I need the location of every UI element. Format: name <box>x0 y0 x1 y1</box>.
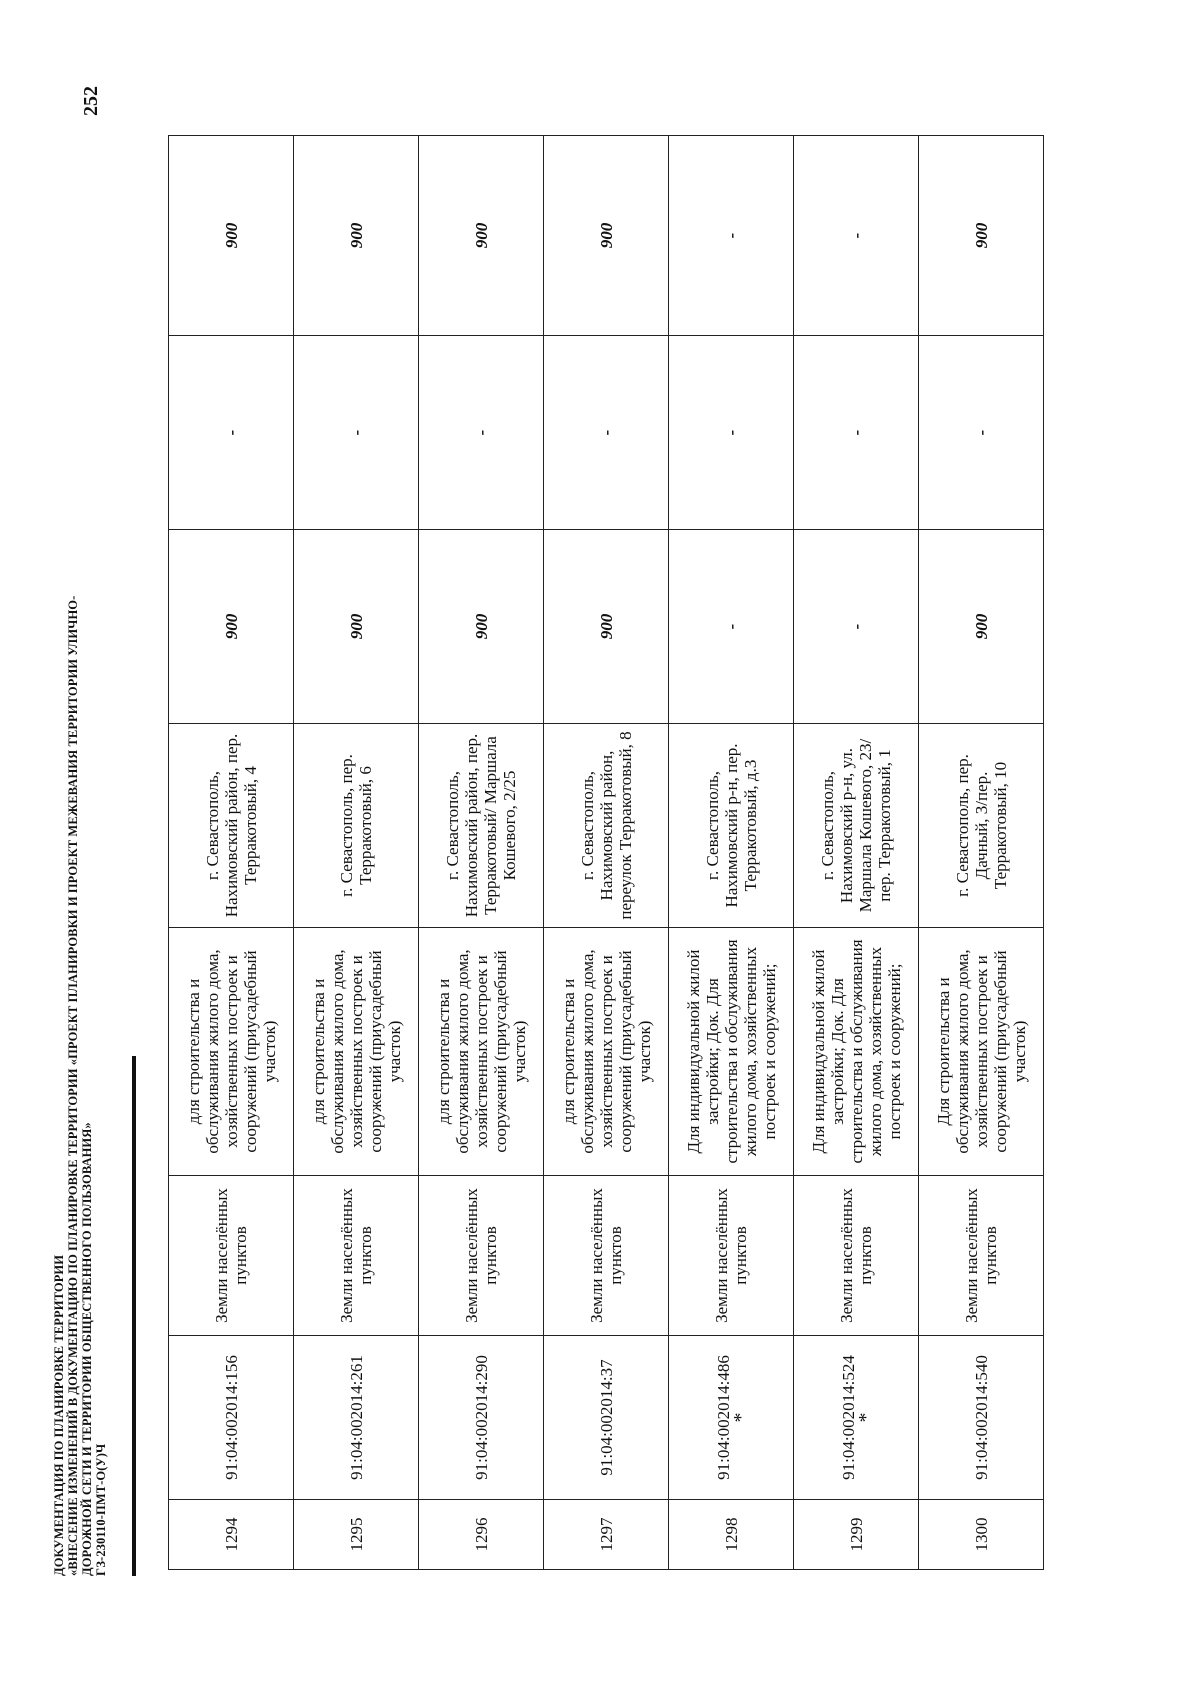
asterisk-mark: * <box>854 1412 877 1423</box>
area-cell: - <box>294 336 419 530</box>
cadastral-number: 91:04:002014:261 <box>346 1355 366 1480</box>
area-cell: 900 <box>169 136 294 336</box>
area-cell: - <box>419 336 544 530</box>
land-category-cell: Земли населённых пунктов <box>544 1176 669 1336</box>
area-cell: 900 <box>544 530 669 724</box>
row-number-cell: 1298 <box>669 1500 794 1570</box>
cadastral-number: 91:04:002014:540 <box>971 1355 991 1480</box>
row-number-cell: 1297 <box>544 1500 669 1570</box>
cadastral-number: 91:04:002014:156 <box>221 1355 241 1480</box>
area-cell: 900 <box>919 136 1044 336</box>
permitted-use-cell: Для строительства и обслуживания жилого дома, хозяйственных построек и сооружений (приусадебный участок) <box>919 928 1044 1176</box>
area-cell: 900 <box>419 136 544 336</box>
area-cell: 900 <box>294 136 419 336</box>
address-cell: г. Севастополь, пер. Дачный, 3/пер. Терракотовый, 10 <box>919 724 1044 928</box>
cadastral-number-cell <box>419 1336 544 1500</box>
cadastral-number: 91:04:002014:486 <box>713 1355 733 1480</box>
area-cell: - <box>919 336 1044 530</box>
row-number-cell: 1300 <box>919 1500 1044 1570</box>
area-cell: 900 <box>294 530 419 724</box>
cadastral-number: 91:04:002014:290 <box>471 1355 491 1480</box>
header-line-4: ГЗ-230110-ПМТ-О(У)Ч <box>94 1443 108 1576</box>
parcels-table <box>168 135 1044 1570</box>
area-cell: - <box>794 530 919 724</box>
row-number-cell: 1296 <box>419 1500 544 1570</box>
document-header <box>52 276 108 1576</box>
area-cell: - <box>169 336 294 530</box>
header-line-1: ДОКУМЕНТАЦИЯ ПО ПЛАНИРОВКЕ ТЕРРИТОРИИ <box>52 1254 66 1576</box>
permitted-use-cell: для строительства и обслуживания жилого дома, хозяйственных построек и сооружений (приусадебный участок) <box>544 928 669 1176</box>
land-category-cell: Земли населённых пунктов <box>419 1176 544 1336</box>
cadastral-number-cell <box>919 1336 1044 1500</box>
asterisk-mark: * <box>729 1412 752 1423</box>
table-row <box>669 136 794 1570</box>
table-row <box>919 136 1044 1570</box>
header-divider <box>132 1056 136 1576</box>
permitted-use-cell: для строительства и обслуживания жилого дома, хозяйственных построек и сооружений (приусадебный участок) <box>169 928 294 1176</box>
area-cell: - <box>669 136 794 336</box>
address-cell: г. Севастополь, Нахимовский р-н, пер. Терракотовый, д.3 <box>669 724 794 928</box>
row-number-cell: 1295 <box>294 1500 419 1570</box>
land-category-cell: Земли населённых пунктов <box>294 1176 419 1336</box>
table-row <box>544 136 669 1570</box>
permitted-use-cell: Для индивидуальной жилой застройки; Док. Для строительства и обслуживания жилого дома, хозяйственных построек и сооружений; <box>794 928 919 1176</box>
area-cell: - <box>669 336 794 530</box>
address-cell: г. Севастополь, Нахимовский район, переулок Терракотовый, 8 <box>544 724 669 928</box>
permitted-use-cell: для строительства и обслуживания жилого дома, хозяйственных построек и сооружений (приусадебный участок) <box>294 928 419 1176</box>
cadastral-number-cell <box>669 1336 794 1500</box>
header-line-3: ДОРОЖНОЙ СЕТИ И ТЕРРИТОРИИ ОБЩЕСТВЕННОГО ПОЛЬЗОВАНИЯ» <box>80 1122 94 1576</box>
land-category-cell: Земли населённых пунктов <box>794 1176 919 1336</box>
row-number-cell: 1294 <box>169 1500 294 1570</box>
area-cell: 900 <box>919 530 1044 724</box>
page-number: 252 <box>80 86 102 116</box>
area-cell: - <box>794 336 919 530</box>
area-cell: 900 <box>419 530 544 724</box>
table-row <box>169 136 294 1570</box>
permitted-use-cell: Для индивидуальной жилой застройки; Док. Для строительства и обслуживания жилого дома, хозяйственных построек и сооружений; <box>669 928 794 1176</box>
cadastral-number-cell <box>169 1336 294 1500</box>
land-category-cell: Земли населённых пунктов <box>169 1176 294 1336</box>
cadastral-number-cell <box>794 1336 919 1500</box>
address-cell: г. Севастополь, Нахимовский район, пер. Терракотовый/ Маршала Кошевого, 2/25 <box>419 724 544 928</box>
address-cell: г. Севастополь, пер. Терракотовый, 6 <box>294 724 419 928</box>
header-line-2: «ВНЕСЕНИЕ ИЗМЕНЕНИЙ В ДОКУМЕНТАЦИЮ ПО ПЛАНИРОВКЕ ТЕРРИТОРИИ «ПРОЕКТ ПЛАНИРОВКИ И ПРОЕКТ МЕЖЕВАНИЯ ТЕРРИТОРИИ УЛИЧНО- <box>66 595 80 1576</box>
table-row <box>794 136 919 1570</box>
area-cell: 900 <box>169 530 294 724</box>
address-cell: г. Севастополь, Нахимовский район, пер. Терракотовый, 4 <box>169 724 294 928</box>
cadastral-number-cell <box>544 1336 669 1500</box>
cadastral-number: 91:04:002014:37 <box>596 1359 616 1476</box>
area-cell: - <box>544 336 669 530</box>
area-cell: 900 <box>544 136 669 336</box>
area-cell: - <box>669 530 794 724</box>
land-category-cell: Земли населённых пунктов <box>919 1176 1044 1336</box>
address-cell: г. Севастополь, Нахимовский р-н, ул. Маршала Кошевого, 23/пер. Терракотовый, 1 <box>794 724 919 928</box>
permitted-use-cell: для строительства и обслуживания жилого дома, хозяйственных построек и сооружений (приусадебный участок) <box>419 928 544 1176</box>
area-cell: - <box>794 136 919 336</box>
row-number-cell: 1299 <box>794 1500 919 1570</box>
land-category-cell: Земли населённых пунктов <box>669 1176 794 1336</box>
table-row <box>294 136 419 1570</box>
cadastral-number: 91:04:002014:524 <box>838 1355 858 1480</box>
cadastral-number-cell <box>294 1336 419 1500</box>
table-row <box>419 136 544 1570</box>
